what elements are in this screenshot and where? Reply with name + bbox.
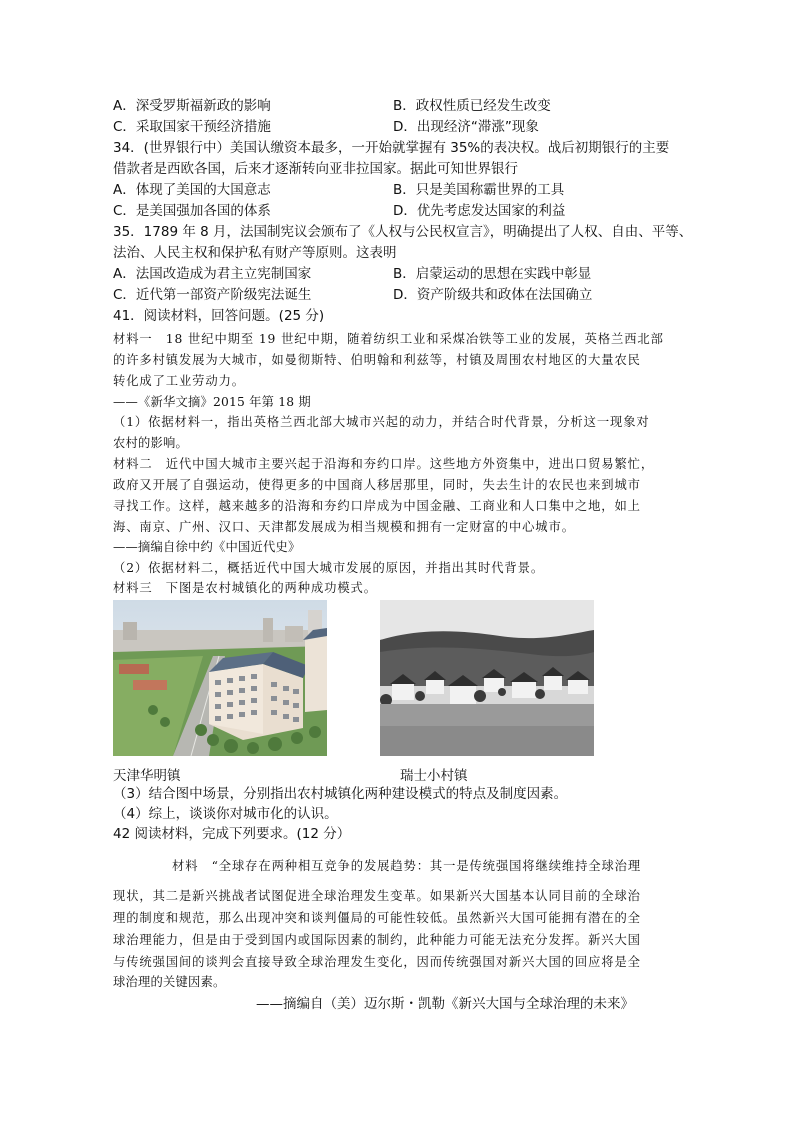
q35-stem-line1: 35．1789 年 8 月，法国制宪议会颁布了《人权与公民权宣言》，明确提出了人权、自由、平等、	[113, 224, 693, 240]
q33-option-d: D．出现经济“滞涨”现象	[393, 119, 539, 135]
q34-option-a: A．体现了美国的大国意志	[113, 182, 271, 198]
q42-material-line5: 与传统强国间的谈判会直接导致全球治理发生变化，因而传统强国对新兴大国的回应将是全	[113, 955, 641, 969]
q42-material-line4: 球治理能力，但是由于受到国内或国际因素的制约，此种能力可能无法充分发挥。新兴大国	[113, 933, 641, 947]
q35-option-a: A．法国改造成为君主立宪制国家	[113, 266, 312, 282]
q33-option-b: B．政权性质已经发生改变	[393, 98, 551, 114]
q41-material2-source: ——摘编自徐中约《中国近代史》	[113, 540, 301, 554]
q41-material2-line3: 寻找工作。这样，越来越多的沿海和夯约口岸成为中国金融、工商业和人口集中之地，如上	[113, 499, 641, 513]
q41-question3: （3）结合图中场景，分别指出农村城镇化两种建设模式的特点及制度因素。	[113, 786, 568, 802]
q33-option-a: A．深受罗斯福新政的影响	[113, 98, 271, 114]
q42-material-line2: 现状，其二是新兴挑战者试图促进全球治理发生变革。如果新兴大国基本认同目前的全球治	[113, 889, 641, 903]
q41-material1-line3: 转化成了工业劳动力。	[113, 374, 245, 388]
tianjin-huaming-town-photo	[113, 600, 327, 756]
swiss-village-photo	[380, 600, 594, 756]
q41-question2: （2）依据材料二，概括近代中国大城市发展的原因，并指出其时代背景。	[113, 561, 545, 575]
q33-option-c: C．采取国家干预经济措施	[113, 119, 271, 135]
q35-option-c: C．近代第一部资产阶级宪法诞生	[113, 287, 312, 303]
q41-material2-line2: 政府又开展了自强运动，使得更多的中国商人移居那里，同时，失去生计的农民也来到城市	[113, 478, 641, 492]
q34-option-b: B．只是美国称霸世界的工具	[393, 182, 565, 198]
q41-question1-line2: 农村的影响。	[113, 436, 188, 450]
q41-question1-line1: （1）依据材料一，指出英格兰西北部大城市兴起的动力，并结合时代背景，分析这一现象对	[113, 415, 650, 429]
q42-material-line6: 球治理的关键因素。	[113, 975, 226, 989]
q34-option-d: D．优先考虑发达国家的利益	[393, 203, 566, 219]
q41-question4: （4）综上，谈谈你对城市化的认识。	[113, 806, 338, 822]
q34-stem-line2: 借款者是西欧各国，后来才逐渐转向亚非拉国家。据此可知世界银行	[113, 161, 518, 177]
q42-source: ——摘编自（美）迈尔斯・凯勒《新兴大国与全球治理的未来》	[256, 996, 634, 1012]
q35-option-b: B．启蒙运动的思想在实践中彰显	[393, 266, 592, 282]
q42-material-line3: 理的制度和规范，那么出现冲突和谈判僵局的可能性较低。虽然新兴大国可能拥有潜在的全	[113, 911, 641, 925]
q41-title: 41．阅读材料，回答问题。(25 分)	[113, 308, 325, 324]
q41-material2-line1: 材料二 近代中国大城市主要兴起于沿海和夯约口岸。这些地方外资集中，进出口贸易繁忙，	[113, 457, 655, 471]
q41-material1-line1: 材料一 18 世纪中期至 19 世纪中期，随着纺织工业和采煤冶铁等工业的发展，英格兰西北部	[113, 332, 664, 346]
q34-option-c: C．是美国强加各国的体系	[113, 203, 271, 219]
caption-tianjin: 天津华明镇	[113, 768, 181, 784]
caption-swiss: 瑞士小村镇	[400, 768, 468, 784]
q41-material3: 材料三 下图是农村城镇化的两种成功模式。	[113, 581, 377, 595]
q41-material2-line4: 海、南京、广州、汉口、天津都发展成为相当规模和拥有一定财富的中心城市。	[113, 520, 575, 534]
q34-stem-line1: 34．(世界银行中）美国认缴资本最多，一开始就掌握有 35%的表决权。战后初期银行的主要	[113, 140, 670, 156]
q41-material1-line2: 的许多村镇发展为大城市，如曼彻斯特、伯明翰和利兹等，村镇及周围农村地区的大量农民	[113, 353, 641, 367]
q35-option-d: D．资产阶级共和政体在法国确立	[393, 287, 593, 303]
q42-material-line1: 材料 “全球存在两种相互竞争的发展趋势：其一是传统强国将继续维持全球治理	[172, 859, 642, 873]
q35-stem-line2: 法治、人民主权和保护私有财产等原则。这表明	[113, 245, 397, 261]
q41-material1-source: ——《新华文摘》2015 年第 18 期	[113, 395, 311, 409]
q42-title: 42 阅读材料，完成下列要求。(12 分）	[113, 826, 351, 842]
